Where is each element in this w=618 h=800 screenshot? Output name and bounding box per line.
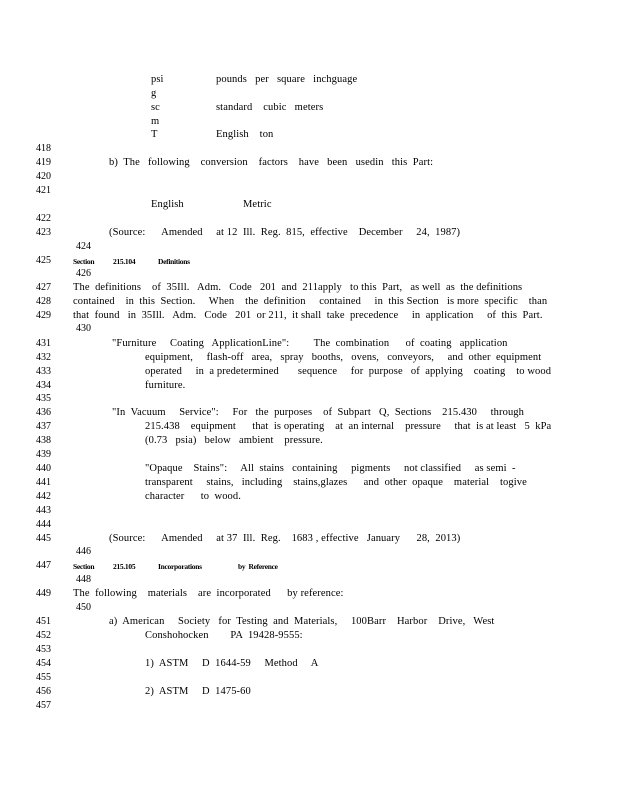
line-number: 426 <box>76 268 91 279</box>
line-number: 447 <box>36 560 51 571</box>
line-number: 428 <box>36 296 51 307</box>
line-number: 419 <box>36 157 51 168</box>
line-number: 455 <box>36 672 51 683</box>
section-number: 215.105 <box>113 562 136 571</box>
line-number: 456 <box>36 686 51 697</box>
section-title: Definitions <box>158 257 190 266</box>
unit-abbr-t: T <box>151 129 158 140</box>
line-number: 420 <box>36 171 51 182</box>
section-title-suffix: by Reference <box>238 562 278 571</box>
line-number: 457 <box>36 700 51 711</box>
section-label: Section <box>73 257 95 266</box>
line-number: 448 <box>76 574 91 585</box>
list-item-line: 2) ASTM D 1475-60 <box>145 686 251 697</box>
definition-line: operated in a predetermined sequence for purpose of applying coating to wood <box>145 366 552 377</box>
definition-line: 215.438 equipment that is operating at an internal pressure that is at least 5 kPa <box>145 421 552 432</box>
definition-line: character to wood. <box>145 491 241 502</box>
section-number: 215.104 <box>113 257 136 266</box>
source-note: (Source: Amended at 12 Ill. Reg. 815, effective December 24, 1987) <box>109 227 461 238</box>
section-title: Incorporations <box>158 562 202 571</box>
line-number: 430 <box>76 323 91 334</box>
paragraph-line: The definitions of 35Ill. Adm. Code 201 and 211apply to this Part, as well as the definitions <box>73 282 523 293</box>
list-item-line: 1) ASTM D 1644-59 Method A <box>145 658 319 669</box>
line-number: 450 <box>76 602 91 613</box>
line-number: 432 <box>36 352 51 363</box>
line-number: 424 <box>76 241 91 252</box>
line-number: 435 <box>36 393 51 404</box>
definition-line: equipment, flash-off area, spray booths, ovens, conveyors, and other equipment <box>145 352 542 363</box>
line-number: 449 <box>36 588 51 599</box>
line-number: 452 <box>36 630 51 641</box>
line-number: 440 <box>36 463 51 474</box>
line-number: 425 <box>36 255 51 266</box>
definition-term-line: "In Vacuum Service": For the purposes of Subpart Q, Sections 215.430 through <box>112 407 524 418</box>
line-number: 439 <box>36 449 51 460</box>
line-number: 427 <box>36 282 51 293</box>
line-number: 442 <box>36 491 51 502</box>
line-number: 429 <box>36 310 51 321</box>
unit-abbr-g: g <box>151 88 157 99</box>
line-number: 453 <box>36 644 51 655</box>
column-header-english: English <box>151 199 184 210</box>
line-number: 446 <box>76 546 91 557</box>
list-item-line: a) American Society for Testing and Materials, 100Barr Harbor Drive, West <box>109 616 495 627</box>
line-number: 445 <box>36 533 51 544</box>
definition-line: transparent stains, including stains,glazes and other opaque material togive <box>145 477 527 488</box>
line-number: 454 <box>36 658 51 669</box>
definition-line: (0.73 psia) below ambient pressure. <box>145 435 323 446</box>
definition-line: furniture. <box>145 380 186 391</box>
line-number: 437 <box>36 421 51 432</box>
source-note: (Source: Amended at 37 Ill. Reg. 1683 , effective January 28, 2013) <box>109 533 461 544</box>
line-number: 443 <box>36 505 51 516</box>
unit-desc-scm: standard cubic meters <box>216 102 324 113</box>
line-number: 444 <box>36 519 51 530</box>
section-label: Section <box>73 562 95 571</box>
line-number: 451 <box>36 616 51 627</box>
line-number: 431 <box>36 338 51 349</box>
definition-term-line: "Opaque Stains": All stains containing pigments not classified as semi - <box>145 463 516 474</box>
paragraph-line: The following materials are incorporated by reference: <box>73 588 344 599</box>
column-header-metric: Metric <box>243 199 272 210</box>
unit-abbr-psi: psi <box>151 74 164 85</box>
unit-desc-t: English ton <box>216 129 274 140</box>
line-number: 422 <box>36 213 51 224</box>
line-number: 441 <box>36 477 51 488</box>
line-number: 436 <box>36 407 51 418</box>
unit-abbr-m: m <box>151 116 160 127</box>
line-number: 433 <box>36 366 51 377</box>
unit-desc-psi: pounds per square inchguage <box>216 74 358 85</box>
line-number: 434 <box>36 380 51 391</box>
line-number: 418 <box>36 143 51 154</box>
definition-term-line: "Furniture Coating ApplicationLine": The combination of coating application <box>112 338 508 349</box>
paragraph-line: that found in 35Ill. Adm. Code 201 or 211, it shall take precedence in application of this Part. <box>73 310 543 321</box>
paragraph-line: contained in this Section. When the definition contained in this Section is more specific than <box>73 296 548 307</box>
conversion-intro: b) The following conversion factors have been usedin this Part: <box>109 157 434 168</box>
list-item-line: Conshohocken PA 19428-9555: <box>145 630 303 641</box>
unit-abbr-sc: sc <box>151 102 160 113</box>
line-number: 438 <box>36 435 51 446</box>
line-number: 421 <box>36 185 51 196</box>
line-number: 423 <box>36 227 51 238</box>
